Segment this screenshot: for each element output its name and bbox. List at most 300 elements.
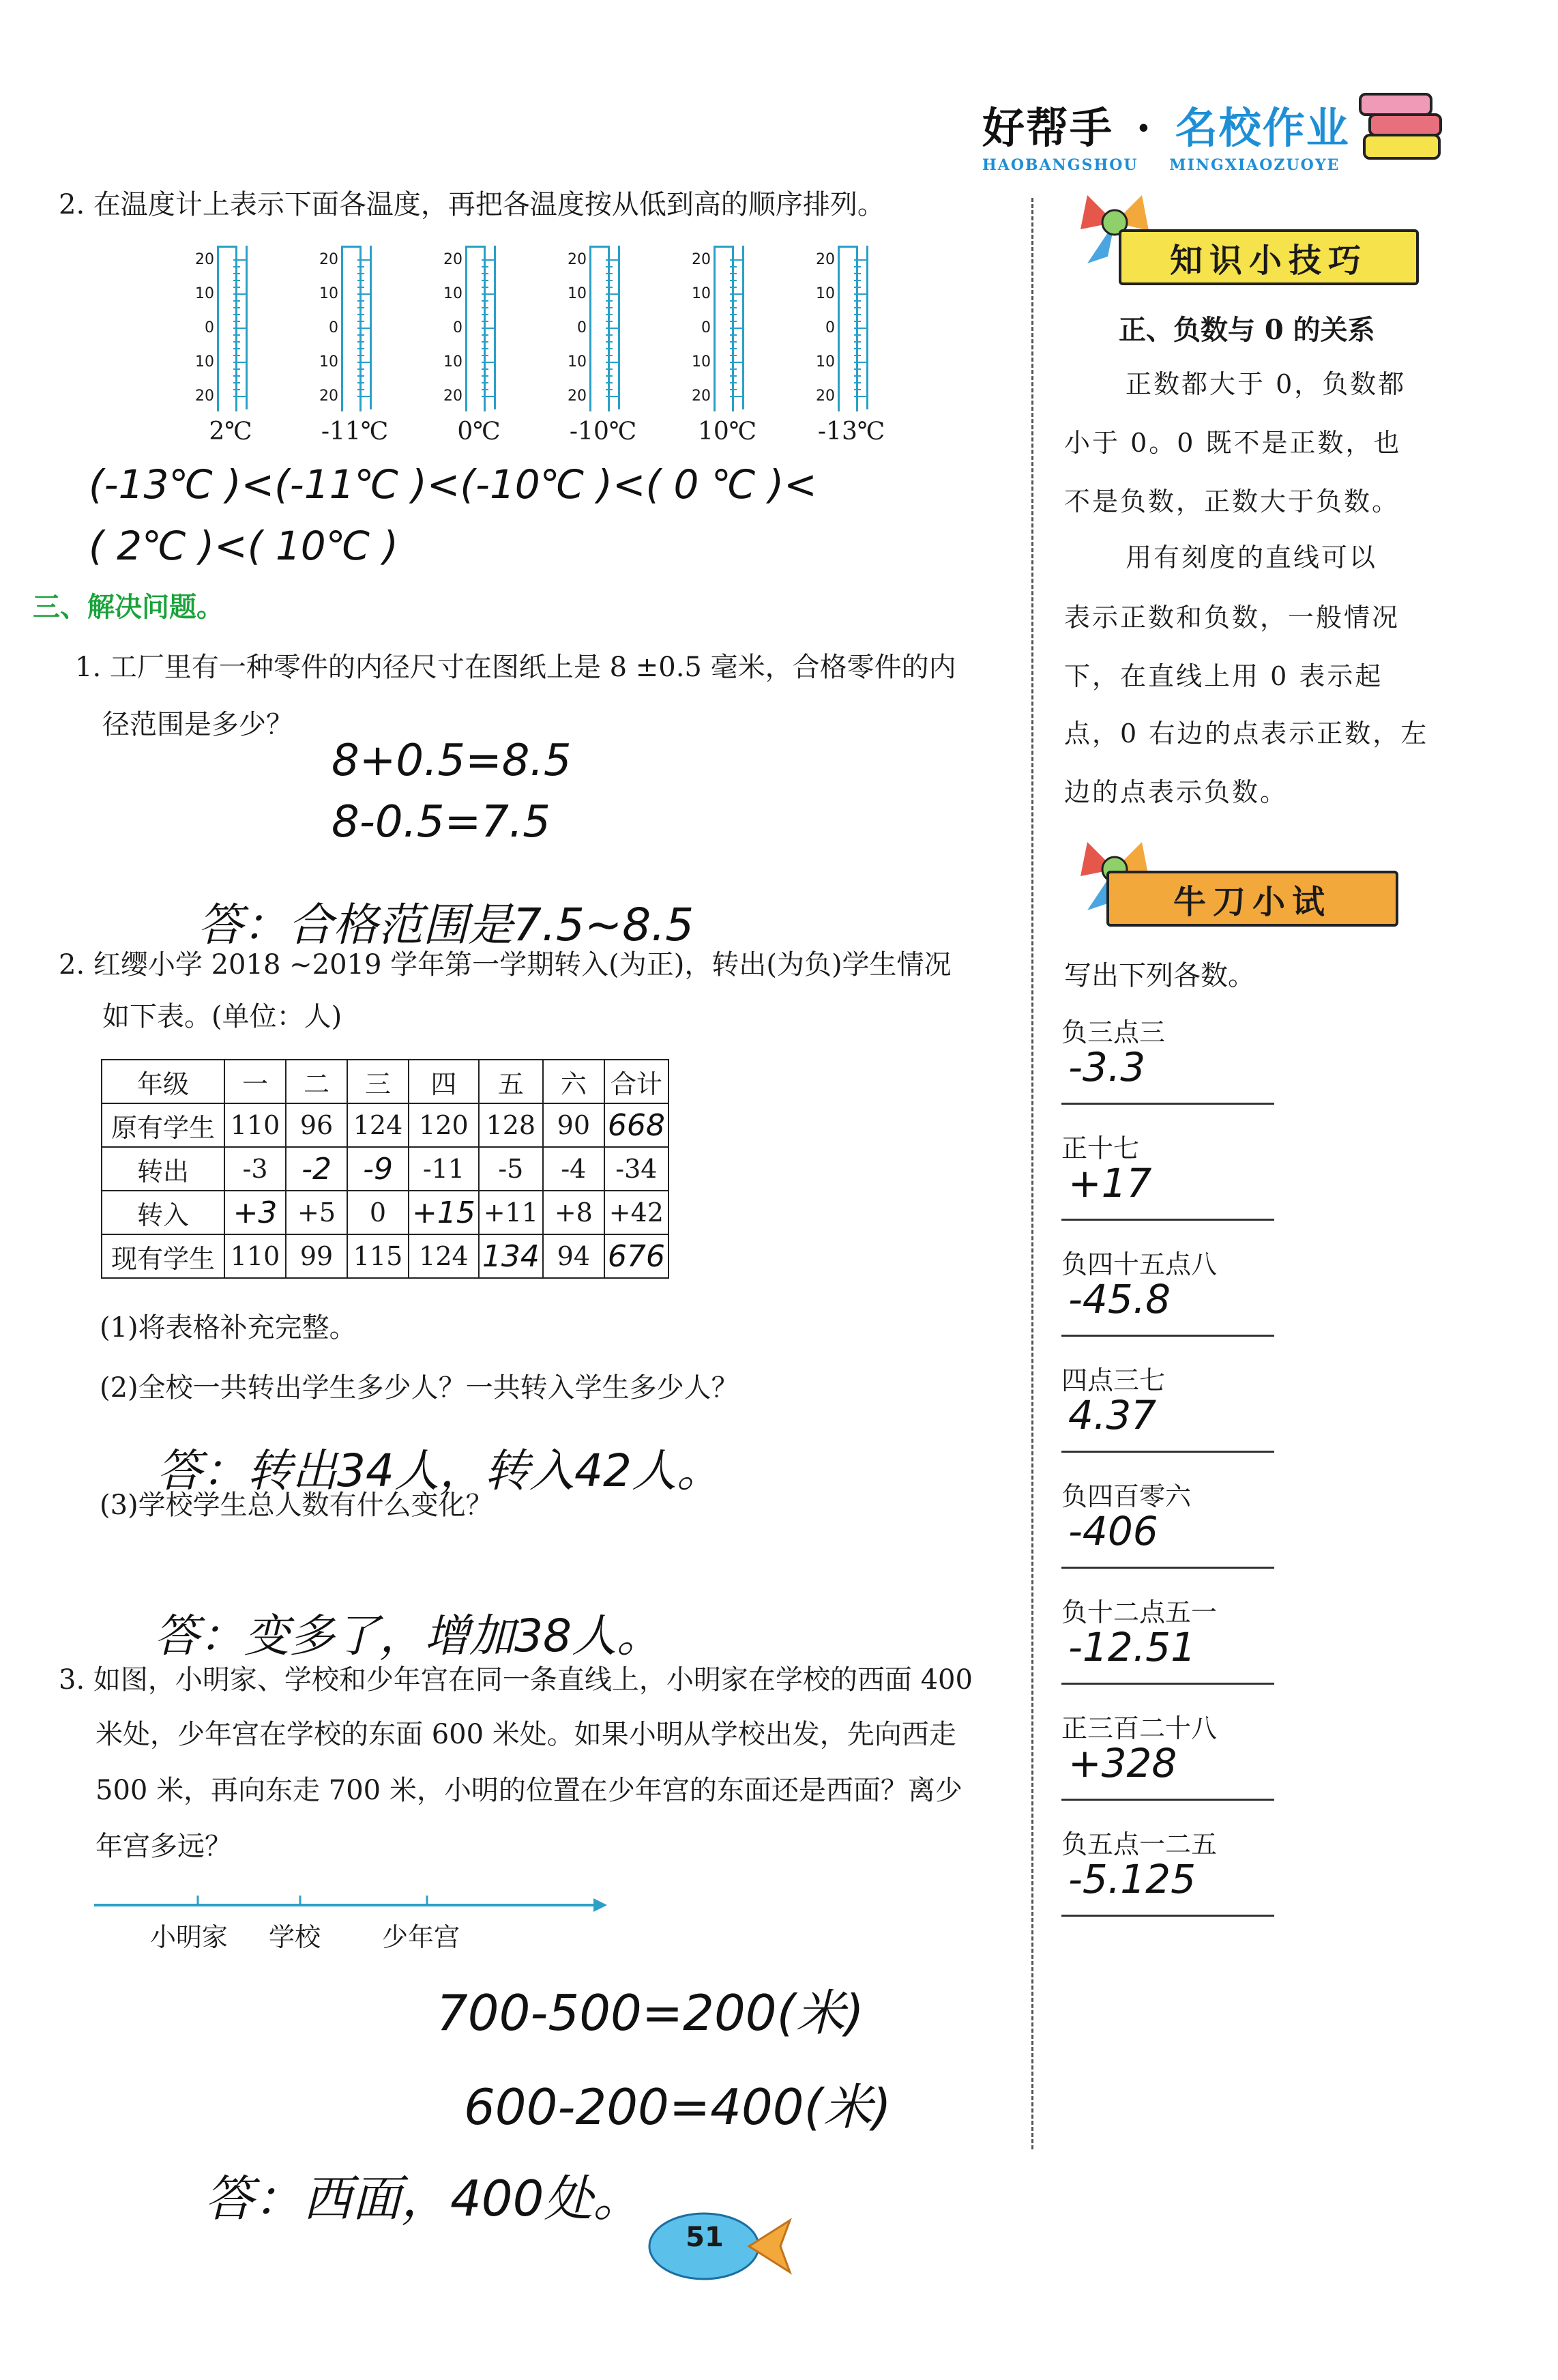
scale-tick xyxy=(854,368,861,370)
exercise-answer: -45.8 xyxy=(1068,1276,1171,1322)
table-cell: 110 xyxy=(224,1103,286,1147)
table-cell-handwritten: -2 xyxy=(286,1147,347,1191)
answer-underline xyxy=(1061,1567,1274,1569)
brand-title xyxy=(982,94,1350,155)
label-xiaoming-home: 小明家 xyxy=(150,1922,229,1952)
table-row xyxy=(102,1191,668,1234)
p3-answer: 答：西面，400处。 xyxy=(205,2170,643,2227)
scale-tick xyxy=(233,321,240,322)
scale-tick xyxy=(606,259,618,261)
scale-tick xyxy=(233,273,240,274)
section-title: 三、解决问题。 xyxy=(33,592,224,623)
scale-label: 20 xyxy=(319,388,338,405)
temperature-label: 10℃ xyxy=(697,418,757,446)
scale-label: 10 xyxy=(319,353,338,371)
tip-title: 正、负数与 0 的关系 xyxy=(1119,314,1375,346)
answer-underline xyxy=(1061,1683,1274,1685)
scale-tick xyxy=(233,334,240,336)
table-cell: 96 xyxy=(286,1103,347,1147)
exercise-answer: -5.125 xyxy=(1068,1856,1196,1902)
transfer-table xyxy=(101,1059,669,1279)
answer-underline xyxy=(1061,1915,1274,1917)
scale-tick xyxy=(482,362,494,363)
scale-tick xyxy=(854,328,866,329)
p3-work1: 700-500=200(米) xyxy=(437,1984,864,2042)
table-cell: +8 xyxy=(543,1191,604,1234)
table-cell: 转出 xyxy=(102,1147,224,1191)
table-cell: 90 xyxy=(543,1103,604,1147)
scale-tick xyxy=(233,266,240,267)
scale-label: 10 xyxy=(816,285,835,302)
scale-tick xyxy=(854,362,866,363)
scale-tick xyxy=(606,280,613,281)
scale-tick xyxy=(233,328,246,329)
answer-underline xyxy=(1061,1799,1274,1801)
scale-label: 10 xyxy=(568,285,587,302)
brand-pinyin-2: MINGXIAOZUOYE xyxy=(1169,156,1340,174)
table-row xyxy=(102,1103,668,1147)
practice-badge: 牛刀小试 xyxy=(1106,871,1398,927)
brand-name-1: 好帮手 xyxy=(982,103,1114,153)
thermometer-rail xyxy=(742,246,744,409)
scale-tick xyxy=(606,348,613,349)
scale-tick xyxy=(854,259,866,261)
p3-line2: 米处，少年宫在学校的东面 600 米处。如果小明从学校出发，先向西走 xyxy=(95,1719,956,1750)
scale-tick xyxy=(606,396,618,397)
exercise-label: 四点三七 xyxy=(1061,1365,1166,1395)
p2-sub3: (3)学校学生总人数有什么变化？ xyxy=(100,1490,493,1521)
scale-label: 20 xyxy=(692,388,711,405)
scale-tick xyxy=(357,382,364,383)
thermometer xyxy=(798,246,887,409)
scale-tick xyxy=(730,389,737,390)
scale-tick xyxy=(233,314,240,315)
scale-tick xyxy=(730,273,737,274)
table-cell: -4 xyxy=(543,1147,604,1191)
table-header-cell: 合计 xyxy=(604,1060,668,1103)
scale-tick xyxy=(357,307,364,308)
scale-tick xyxy=(357,341,364,343)
scale-label: 0 xyxy=(825,319,835,336)
scale-tick xyxy=(730,314,737,315)
scale-tick xyxy=(606,355,613,356)
scale-tick xyxy=(606,307,613,308)
scale-tick xyxy=(482,280,488,281)
exercise-answer: +17 xyxy=(1068,1160,1152,1206)
scale-tick xyxy=(233,280,240,281)
scale-tick xyxy=(482,355,488,356)
scale-tick xyxy=(854,355,861,356)
scale-tick xyxy=(854,300,861,302)
scale-tick xyxy=(482,300,488,302)
scale-tick xyxy=(606,287,613,288)
p2-sub2: (2)全校一共转出学生多少人？一共转入学生多少人？ xyxy=(100,1372,739,1404)
scale-label: 10 xyxy=(443,285,462,302)
temperature-label: 2℃ xyxy=(209,418,252,446)
scale-tick xyxy=(482,321,488,322)
scale-label: 10 xyxy=(568,353,587,371)
thermometer-scale xyxy=(854,259,866,396)
p1-answer: 答：合格范围是7.5~8.5 xyxy=(198,899,694,951)
scale-label: 20 xyxy=(568,388,587,405)
p3-line4: 年宫多远？ xyxy=(95,1831,232,1862)
scale-tick xyxy=(233,307,240,308)
scale-tick xyxy=(730,334,737,336)
label-youth-palace: 少年宫 xyxy=(382,1922,460,1952)
p1-work2: 8-0.5=7.5 xyxy=(332,797,550,847)
scale-tick xyxy=(482,328,494,329)
scale-label: 10 xyxy=(319,285,338,302)
scale-tick xyxy=(606,362,618,363)
scale-tick xyxy=(357,389,364,390)
scale-tick xyxy=(730,375,737,377)
thermometer-rail xyxy=(370,246,372,409)
scale-tick xyxy=(730,341,737,343)
scale-tick xyxy=(730,280,737,281)
exercise-label: 负五点一二五 xyxy=(1061,1829,1218,1859)
thermometer xyxy=(177,246,266,409)
exercise-answer: -12.51 xyxy=(1068,1624,1196,1670)
exercise-answer: +328 xyxy=(1068,1740,1177,1786)
q2-answer-line1: (-13℃ )<(-11℃ )<(-10℃ )<( 0 ℃ )< xyxy=(89,461,817,508)
scale-tick xyxy=(357,293,370,295)
p2-sub1: (1)将表格补充完整。 xyxy=(100,1312,357,1344)
exercise-answer: 4.37 xyxy=(1068,1392,1157,1438)
label-school: 学校 xyxy=(269,1922,321,1952)
scale-label: 20 xyxy=(443,251,462,268)
table-header-cell: 一 xyxy=(224,1060,286,1103)
thermometer-scale xyxy=(233,259,246,396)
thermometer-scale xyxy=(357,259,370,396)
scale-tick xyxy=(482,375,488,377)
table-row xyxy=(102,1147,668,1191)
scale-tick xyxy=(854,273,861,274)
scale-tick xyxy=(606,273,613,274)
scale-tick xyxy=(482,273,488,274)
scale-tick xyxy=(854,287,861,288)
scale-label: 20 xyxy=(319,251,338,268)
p1-line1: 1. 工厂里有一种零件的内径尺寸在图纸上是 8 ±0.5 毫米，合格零件的内 xyxy=(75,652,956,683)
scale-label: 20 xyxy=(692,251,711,268)
thermometer-scale xyxy=(730,259,742,396)
scale-tick xyxy=(357,266,364,267)
table-cell: 94 xyxy=(543,1234,604,1278)
tip-line: 不是负数，正数大于负数。 xyxy=(1064,487,1400,517)
scale-label: 10 xyxy=(195,285,214,302)
table-cell: +42 xyxy=(604,1191,668,1234)
exercise-answer: -406 xyxy=(1068,1508,1158,1554)
scale-tick xyxy=(730,287,737,288)
thermometer-scale xyxy=(482,259,494,396)
scale-tick xyxy=(606,382,613,383)
table-cell: 110 xyxy=(224,1234,286,1278)
p3-line3: 500 米，再向东走 700 米，小明的位置在少年宫的东面还是西面？离少 xyxy=(95,1775,962,1806)
tip-line: 正数都大于 0，负数都 xyxy=(1126,369,1407,399)
scale-label: 0 xyxy=(577,319,587,336)
scale-tick xyxy=(730,266,737,267)
brand-header xyxy=(982,94,1350,174)
scale-tick xyxy=(854,375,861,377)
table-header-cell: 五 xyxy=(479,1060,543,1103)
exercise-label: 正三百二十八 xyxy=(1061,1713,1218,1743)
page-number: 51 xyxy=(686,2222,724,2253)
scale-tick xyxy=(233,368,240,370)
table-cell: -34 xyxy=(604,1147,668,1191)
scale-tick xyxy=(606,321,613,322)
scale-tick xyxy=(854,382,861,383)
scale-tick xyxy=(730,300,737,302)
tip-line: 下，在直线上用 0 表示起 xyxy=(1064,661,1383,691)
scale-tick xyxy=(854,389,861,390)
table-cell: 0 xyxy=(347,1191,409,1234)
scale-tick xyxy=(233,300,240,302)
tip-line: 点，0 右边的点表示正数，左 xyxy=(1064,719,1429,749)
scale-tick xyxy=(730,382,737,383)
scale-label: 20 xyxy=(816,251,835,268)
scale-tick xyxy=(606,341,613,343)
p3-line1: 3. 如图，小明家、学校和少年宫在同一条直线上，小明家在学校的西面 400 xyxy=(59,1664,973,1696)
scale-label: 20 xyxy=(195,388,214,405)
scale-tick xyxy=(233,355,240,356)
scale-tick xyxy=(233,362,246,363)
scale-label: 20 xyxy=(443,388,462,405)
table-cell: -11 xyxy=(409,1147,479,1191)
thermometer xyxy=(674,246,763,409)
scale-tick xyxy=(606,334,613,336)
q2-answer-line2: ( 2℃ )<( 10℃ ) xyxy=(89,523,398,569)
table-cell-handwritten: +15 xyxy=(409,1191,479,1234)
scale-tick xyxy=(357,348,364,349)
table-cell: 现有学生 xyxy=(102,1234,224,1278)
thermometer-rail xyxy=(866,246,868,409)
scale-tick xyxy=(482,293,494,295)
scale-tick xyxy=(606,375,613,377)
exercise-label: 负四百零六 xyxy=(1061,1481,1192,1511)
scale-tick xyxy=(482,314,488,315)
table-cell: -5 xyxy=(479,1147,543,1191)
temperature-label: 0℃ xyxy=(457,418,501,446)
scale-tick xyxy=(233,396,246,397)
table-cell-handwritten: 134 xyxy=(479,1234,543,1278)
scale-tick xyxy=(233,389,240,390)
scale-tick xyxy=(482,382,488,383)
exercise-label: 负四十五点八 xyxy=(1061,1249,1218,1279)
scale-tick xyxy=(854,280,861,281)
scale-tick xyxy=(482,287,488,288)
answer-underline xyxy=(1061,1451,1274,1453)
scale-tick xyxy=(357,368,364,370)
scale-tick xyxy=(606,314,613,315)
scale-tick xyxy=(233,382,240,383)
p2-line1: 2. 红缨小学 2018 ~2019 学年第一学期转入(为正)，转出(为负)学生情况 xyxy=(59,949,952,981)
brand-pinyin xyxy=(982,156,1350,174)
scale-tick xyxy=(357,300,364,302)
scale-tick xyxy=(482,389,488,390)
tip-line: 表示正数和负数，一般情况 xyxy=(1064,603,1400,633)
scale-tick xyxy=(357,259,370,261)
table-cell: 120 xyxy=(409,1103,479,1147)
table-header-cell: 六 xyxy=(543,1060,604,1103)
scale-tick xyxy=(482,348,488,349)
scale-tick xyxy=(730,328,742,329)
scale-tick xyxy=(730,348,737,349)
scale-tick xyxy=(606,328,618,329)
scale-tick xyxy=(233,348,240,349)
column-divider xyxy=(1031,198,1033,2149)
scale-label: 10 xyxy=(692,353,711,371)
table-cell: -3 xyxy=(224,1147,286,1191)
table-row xyxy=(102,1234,668,1278)
p1-line2: 径范围是多少？ xyxy=(102,709,293,740)
scale-tick xyxy=(357,273,364,274)
scale-tick xyxy=(606,300,613,302)
thermometer xyxy=(302,246,390,409)
scale-label: 0 xyxy=(701,319,711,336)
table-cell: 99 xyxy=(286,1234,347,1278)
thermometer xyxy=(550,246,638,409)
scale-tick xyxy=(854,321,861,322)
scale-tick xyxy=(854,314,861,315)
table-cell: +5 xyxy=(286,1191,347,1234)
tips-badge: 知识小技巧 xyxy=(1119,229,1419,285)
table-cell-handwritten: +3 xyxy=(224,1191,286,1234)
table-header-cell: 三 xyxy=(347,1060,409,1103)
table-cell-handwritten: 668 xyxy=(604,1103,668,1147)
scale-label: 0 xyxy=(453,319,462,336)
thermometer-rail xyxy=(246,246,248,409)
scale-tick xyxy=(482,307,488,308)
scale-label: 0 xyxy=(205,319,214,336)
answer-underline xyxy=(1061,1219,1274,1221)
scale-tick xyxy=(482,341,488,343)
scale-tick xyxy=(482,266,488,267)
brand-dot: · xyxy=(1136,103,1153,153)
table-cell: +11 xyxy=(479,1191,543,1234)
scale-label: 10 xyxy=(443,353,462,371)
answer-underline xyxy=(1061,1335,1274,1337)
table-cell: 124 xyxy=(409,1234,479,1278)
scale-tick xyxy=(357,314,364,315)
scale-label: 10 xyxy=(692,285,711,302)
table-header-cell: 二 xyxy=(286,1060,347,1103)
scale-tick xyxy=(606,266,613,267)
scale-tick xyxy=(730,259,742,261)
scale-tick xyxy=(854,266,861,267)
scale-tick xyxy=(357,362,370,363)
scale-tick xyxy=(730,355,737,356)
temperature-label: -10℃ xyxy=(569,418,637,446)
scale-tick xyxy=(233,293,246,295)
p2-sub3-answer: 答：变多了，增加38人。 xyxy=(154,1610,662,1662)
scale-tick xyxy=(482,334,488,336)
tip-line: 用有刻度的直线可以 xyxy=(1126,542,1378,572)
tip-line: 小于 0。0 既不是正数，也 xyxy=(1064,428,1402,458)
scale-tick xyxy=(606,389,613,390)
thermometer-rail xyxy=(618,246,620,409)
p2-sub2-answer: 答：转出34人，转入42人。 xyxy=(157,1445,722,1497)
scale-tick xyxy=(606,293,618,295)
books-icon xyxy=(1357,87,1446,169)
thermometer xyxy=(426,246,514,409)
scale-tick xyxy=(482,259,494,261)
answer-underline xyxy=(1061,1103,1274,1105)
scale-label: 20 xyxy=(816,388,835,405)
p2-line2: 如下表。(单位：人) xyxy=(102,1001,342,1032)
exercise-prompt: 写出下列各数。 xyxy=(1064,960,1255,991)
exercise-answer: -3.3 xyxy=(1068,1044,1146,1090)
table-cell: 转入 xyxy=(102,1191,224,1234)
scale-tick xyxy=(233,259,246,261)
scale-tick xyxy=(854,307,861,308)
scale-label: 20 xyxy=(195,251,214,268)
scale-tick xyxy=(606,368,613,370)
scale-tick xyxy=(357,280,364,281)
scale-tick xyxy=(730,293,742,295)
scale-tick xyxy=(357,321,364,322)
table-cell: 128 xyxy=(479,1103,543,1147)
q2-prompt: 2. 在温度计上表示下面各温度，再把各温度按从低到高的顺序排列。 xyxy=(59,189,885,220)
exercise-label: 负十二点五一 xyxy=(1061,1597,1218,1627)
scale-tick xyxy=(357,334,364,336)
thermometer-rail xyxy=(494,246,496,409)
scale-tick xyxy=(357,287,364,288)
temperature-label: -13℃ xyxy=(817,418,885,446)
scale-tick xyxy=(357,355,364,356)
scale-tick xyxy=(730,362,742,363)
scale-tick xyxy=(357,396,370,397)
scale-label: 0 xyxy=(329,319,338,336)
scale-tick xyxy=(730,307,737,308)
table-header-row xyxy=(102,1060,668,1103)
scale-tick xyxy=(854,334,861,336)
number-line xyxy=(89,1890,614,1917)
scale-tick xyxy=(357,328,370,329)
exercise-label: 负三点三 xyxy=(1061,1017,1166,1047)
scale-tick xyxy=(730,396,742,397)
scale-tick xyxy=(730,321,737,322)
scale-tick xyxy=(357,375,364,377)
scale-tick xyxy=(482,368,488,370)
brand-name-2: 名校作业 xyxy=(1175,103,1350,153)
scale-label: 20 xyxy=(568,251,587,268)
scale-tick xyxy=(854,348,861,349)
scale-tick xyxy=(730,368,737,370)
table-cell-handwritten: 676 xyxy=(604,1234,668,1278)
scale-label: 10 xyxy=(195,353,214,371)
table-cell-handwritten: -9 xyxy=(347,1147,409,1191)
scale-tick xyxy=(854,293,866,295)
table-header-cell: 年级 xyxy=(102,1060,224,1103)
table-header-cell: 四 xyxy=(409,1060,479,1103)
brand-pinyin-1: HAOBANGSHOU xyxy=(982,156,1138,174)
temperature-label: -11℃ xyxy=(321,418,389,446)
scale-tick xyxy=(233,341,240,343)
table-cell: 原有学生 xyxy=(102,1103,224,1147)
exercise-label: 正十七 xyxy=(1061,1133,1140,1163)
table-cell: 124 xyxy=(347,1103,409,1147)
tip-line: 边的点表示负数。 xyxy=(1064,777,1289,807)
p3-work2: 600-200=400(米) xyxy=(464,2078,892,2136)
p1-work1: 8+0.5=8.5 xyxy=(332,736,572,786)
scale-tick xyxy=(233,375,240,377)
scale-tick xyxy=(482,396,494,397)
thermometer-scale xyxy=(606,259,618,396)
table-cell: 115 xyxy=(347,1234,409,1278)
scale-tick xyxy=(854,341,861,343)
scale-label: 10 xyxy=(816,353,835,371)
scale-tick xyxy=(233,287,240,288)
scale-tick xyxy=(854,396,866,397)
